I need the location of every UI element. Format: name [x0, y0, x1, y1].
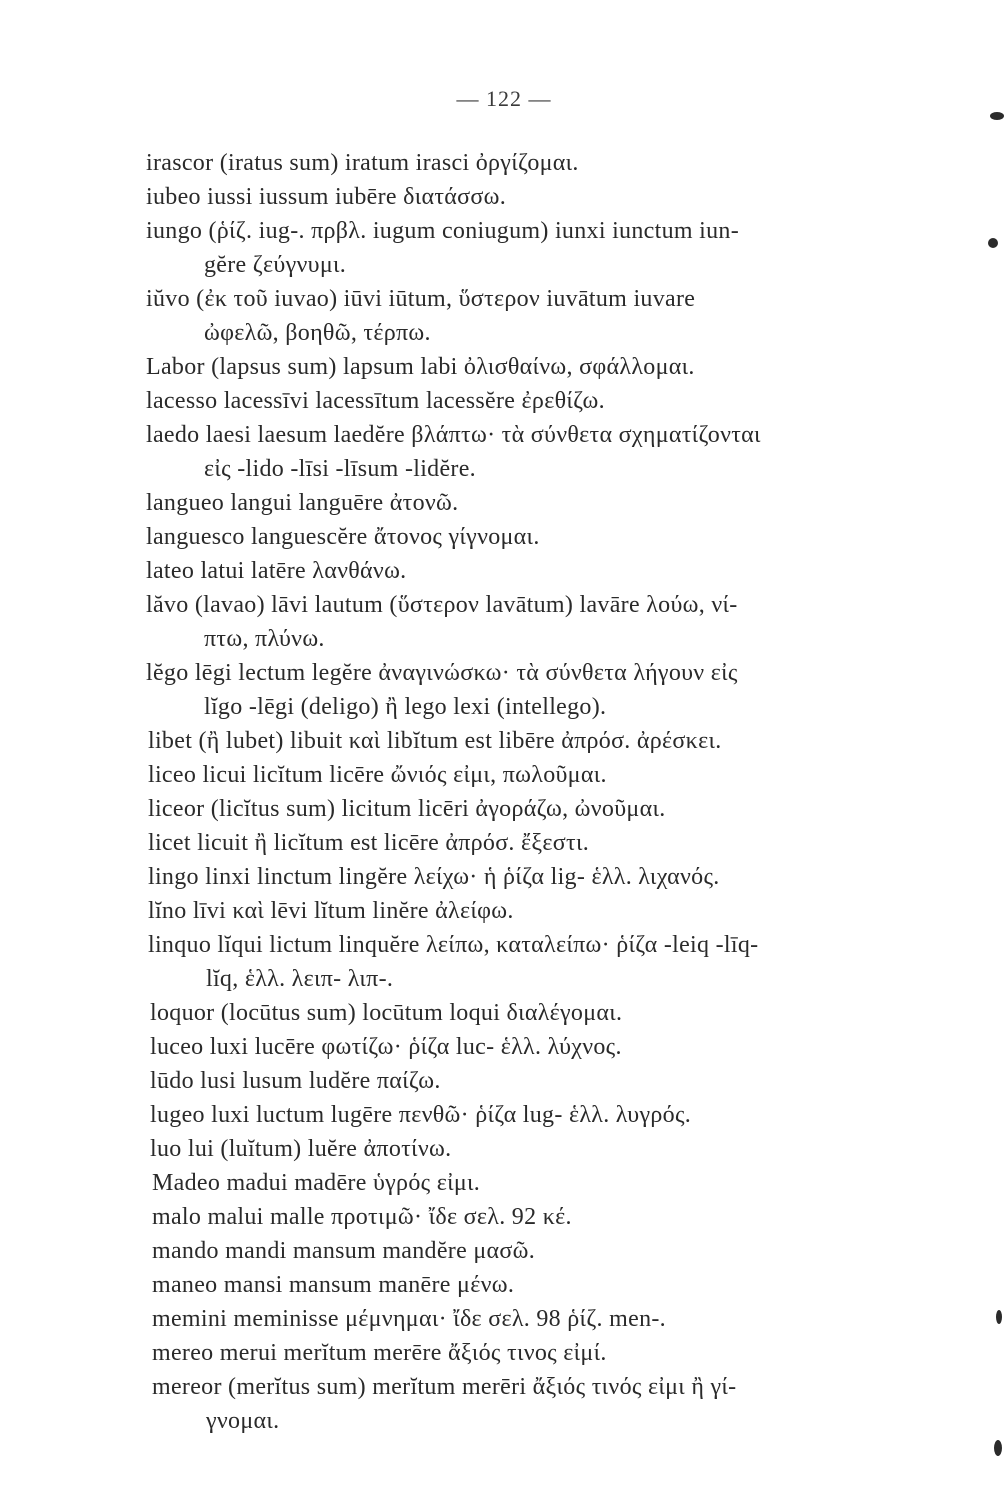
- entry-line: mereo merui merĭtum merēre ἄξιός τινος εἰμί.: [152, 1340, 607, 1366]
- entry-line: mando mandi mansum mandĕre μασῶ.: [152, 1238, 536, 1264]
- entry-line: lăvo (lavao) lāvi lautum (ὕστερον lavātum) lavāre λούω, νί-: [146, 592, 738, 618]
- entry-continuation: lĭgo -lēgi (deligo) ἢ lego lexi (intellego).: [204, 694, 607, 720]
- entry-line: loquor (locūtus sum) locūtum loqui διαλέγομαι.: [150, 1000, 623, 1026]
- entry-line: lingo linxi linctum lingĕre λείχω· ἡ ῥίζα lig- ἑλλ. λιχανός.: [148, 864, 720, 890]
- entry-line: luceo luxi lucēre φωτίζω· ῥίζα luc- ἑλλ. λύχνος.: [150, 1034, 622, 1060]
- entry-line: iungo (ῥίζ. iug-. πρβλ. iugum coniugum) iunxi iunctum iun-: [146, 218, 740, 244]
- entry-line: lateo latui latēre λανθάνω.: [146, 558, 407, 584]
- entry-line: Madeo madui madēre ὑγρός εἰμι.: [152, 1170, 481, 1196]
- entry-line: languesco languescĕre ἄτονος γίγνομαι.: [146, 524, 540, 550]
- page-number: — 122 —: [456, 86, 552, 111]
- entry-line: liceo licui licĭtum licēre ὤνιός εἰμι, πωλοῦμαι.: [148, 762, 607, 788]
- entry-continuation: γνομαι.: [206, 1408, 280, 1434]
- entry-continuation: lĭq, ἑλλ. λειπ- λιπ-.: [206, 966, 394, 992]
- entry-continuation: εἰς -lido -līsi -līsum -lidĕre.: [204, 456, 476, 482]
- entry-line: maneo mansi mansum manēre μένω.: [152, 1272, 515, 1298]
- entry-line: laedo laesi laesum laedĕre βλάπτω· τὰ σύνθετα σχηματίζονται: [146, 422, 761, 448]
- entry-line: Labor (lapsus sum) lapsum labi ὀλισθαίνω, σφάλλομαι.: [146, 354, 695, 380]
- entry-line: lacesso lacessīvi lacessītum lacessĕre ἐρεθίζω.: [146, 388, 605, 414]
- scan-speck: [996, 1310, 1002, 1324]
- entry-line: mereor (merĭtus sum) merĭtum merēri ἄξιός τινός εἰμι ἢ γί-: [152, 1374, 737, 1400]
- entry-line: irascor (iratus sum) iratum irasci ὀργίζομαι.: [146, 150, 579, 176]
- entry-line: malo malui malle προτιμῶ· ἴδε σελ. 92 κέ.: [152, 1204, 572, 1230]
- scan-speck: [990, 112, 1004, 120]
- entry-line: lĕgo lēgi lectum legĕre ἀναγινώσκω· τὰ σύνθετα λήγουν εἰς: [146, 660, 738, 686]
- entry-line: liceor (licĭtus sum) licitum licēri ἀγοράζω, ὠνοῦμαι.: [148, 796, 666, 822]
- entry-line: linquo lĭqui lictum linquĕre λείπω, καταλείπω· ῥίζα -leiq -līq-: [148, 932, 759, 958]
- entry-continuation: gĕre ζεύγνυμι.: [204, 252, 347, 278]
- entry-continuation: πτω, πλύνω.: [204, 626, 325, 652]
- entry-line: lĭno līvi καὶ lēvi lĭtum linĕre ἀλείφω.: [148, 898, 514, 924]
- entry-continuation: ὠφελῶ, βοηθῶ, τέρπω.: [204, 320, 431, 346]
- entry-line: iubeo iussi iussum iubēre διατάσσω.: [146, 184, 507, 210]
- entry-line: memini meminisse μέμνημαι· ἴδε σελ. 98 ῥίζ. men-.: [152, 1306, 666, 1332]
- entry-line: langueo langui languēre ἀτονῶ.: [146, 490, 459, 516]
- scan-speck: [988, 238, 998, 248]
- entry-line: lugeo luxi luctum lugēre πενθῶ· ῥίζα lug- ἑλλ. λυγρός.: [150, 1102, 692, 1128]
- entry-line: luo lui (luĭtum) luĕre ἀποτίνω.: [150, 1136, 452, 1162]
- entry-line: licet licuit ἢ licĭtum est licēre ἀπρόσ. ἔξεστι.: [148, 830, 590, 856]
- scan-speck: [994, 1440, 1002, 1456]
- entry-line: libet (ἢ lubet) libuit καὶ libĭtum est libēre ἀπρόσ. ἀρέσκει.: [148, 728, 722, 754]
- entry-line: iŭvo (ἐκ τοῦ iuvao) iūvi iūtum, ὕστερον iuvātum iuvare: [146, 286, 696, 312]
- entry-line: lūdo lusi lusum ludĕre παίζω.: [150, 1068, 441, 1094]
